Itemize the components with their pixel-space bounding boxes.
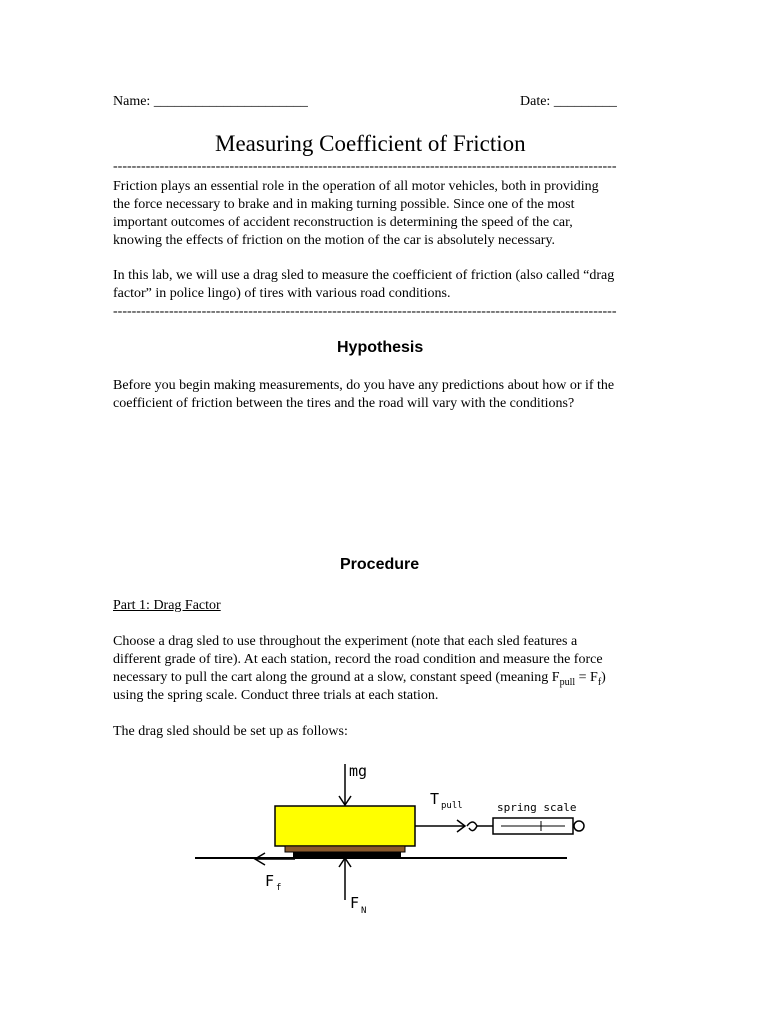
intro-paragraph [113,178,658,250]
hypothesis-heading: Hypothesis [337,339,424,356]
procedure-line-text: necessary to pull the cart along the ground at a slow, constant speed (meaning F [113,670,560,685]
procedure-line: Choose a drag sled to use throughout the experiment (note that each sled features a [113,634,578,649]
procedure-line-with-formula [113,669,658,687]
sled-base [285,846,405,852]
tpull-label-sub: pull [441,801,463,811]
tpull-label-main: T [430,790,440,808]
procedure-line: using the spring scale. Conduct three trials at each station. [113,688,439,703]
fn-label-sub: N [361,906,367,916]
name-field-label: Name: ______________________ [113,94,308,109]
fn-label-main: F [350,894,360,912]
hypothesis-paragraph [113,377,658,413]
hook [467,822,477,831]
procedure-heading: Procedure [340,556,420,573]
part-1-label: Part 1: Drag Factor [113,598,221,613]
drag-sled-diagram [175,760,595,920]
intro-line: the force necessary to brake and in making turning possible. Since one of the most [113,197,575,212]
spring-scale-ring [574,821,584,831]
intro-line: factor” in police lingo) of tires with various road conditions. [113,286,451,301]
mg-label: mg [349,762,368,780]
hypothesis-line: coefficient of friction between the tires and the road will vary with the conditions? [113,396,575,411]
sled-body [275,806,415,846]
procedure-line: different grade of tire). At each station, record the road condition and measure the force [113,652,603,667]
ff-label-main: F [265,872,275,890]
divider-bottom: ------------------------------------------------------------------------------------------------------------ [113,305,617,319]
ff-subscript: f [597,676,602,688]
ff-label-sub: f [276,883,282,893]
date-field-label: Date: _________ [520,94,617,109]
intro-paragraph-2 [113,267,658,303]
fpull-subscript: pull [559,676,576,688]
intro-line: important outcomes of accident reconstruction is determining the speed of the car, [113,215,573,230]
spring-scale-label: spring scale [497,801,577,814]
procedure-paragraph [113,633,658,705]
intro-line: knowing the effects of friction on the motion of the car is absolutely necessary. [113,233,556,248]
intro-line: In this lab, we will use a drag sled to measure the coefficient of friction (also called “drag [113,268,615,283]
setup-line: The drag sled should be set up as follows: [113,724,348,739]
close-paren-text: ) [601,670,606,685]
equals-f-text: = F [575,670,598,685]
sled-tire [293,852,401,857]
intro-line: Friction plays an essential role in the operation of all motor vehicles, both in providing [113,179,599,194]
hypothesis-line: Before you begin making measurements, do you have any predictions about how or if the [113,378,615,393]
page-title: Measuring Coefficient of Friction [215,131,526,156]
divider-top: ------------------------------------------------------------------------------------------------------------ [113,160,617,174]
